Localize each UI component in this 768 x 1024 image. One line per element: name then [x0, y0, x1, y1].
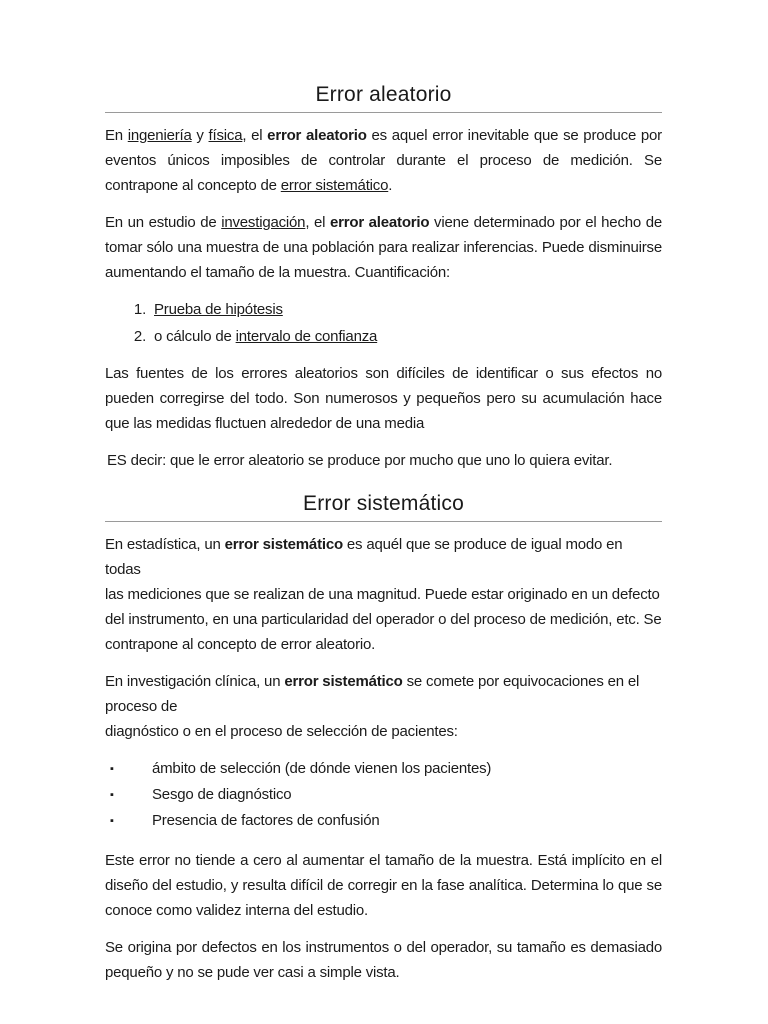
paragraph-este-error: [105, 848, 662, 923]
paragraph-investigacion-clinica: [105, 669, 662, 744]
cuantificacion-numbered-list: [105, 297, 662, 349]
title-rule: [105, 112, 662, 113]
text-run: se comete por equivocaciones en el proceso de: [105, 673, 640, 715]
text-run: , el: [305, 214, 330, 231]
text-run: ámbito de selección (de dónde vienen los pacientes): [152, 760, 492, 777]
bullet-item-factores-confusion: [110, 808, 662, 834]
text-run: ES decir: que le error aleatorio se produce por mucho que uno lo quiera evitar.: [107, 452, 613, 469]
paragraph-fuentes-errores: [105, 361, 662, 436]
title-rule: [105, 521, 662, 522]
text-run: En un estudio de: [105, 214, 222, 231]
text-run: Presencia de: [152, 812, 242, 829]
paragraph-es-decir: [105, 448, 662, 473]
bullet-item-sesgo-diagnostico: [110, 782, 662, 808]
text-run: contrapone al concepto de error aleatorio.: [105, 636, 376, 653]
text-run: Se origina por defectos en los instrumentos o del operador, su tamaño es demasiado pequeño y no se pude ver casi a simple vista.: [105, 939, 662, 981]
bold-term: error aleatorio: [267, 127, 367, 144]
text-run: En: [105, 127, 128, 144]
numbered-item-intervalo-confianza: [150, 324, 662, 349]
text-run: las mediciones que se realizan de una magnitud. Puede estar originado en un defecto: [105, 586, 660, 603]
paragraph-estadistica-intro: [105, 532, 662, 657]
paragraph-se-origina: [105, 935, 662, 985]
text-run: es aquel error inevitable que se produce por eventos únicos imposibles de controlar durante el proceso de medición. Se contrapone al concepto de: [105, 127, 662, 194]
text-run: Sesgo de diagnóstico: [152, 786, 292, 803]
section-title-error-sistematico: Error sistemático: [303, 492, 464, 515]
bold-term: error aleatorio: [329, 214, 430, 231]
italic-term: factores de confusión: [241, 812, 380, 829]
sesgos-bullet-list: [105, 756, 662, 834]
text-run: En investigación clínica, un: [105, 673, 285, 690]
bold-term: error sistemático: [224, 536, 343, 553]
text-run: Las fuentes de los errores aleatorios son difíciles de identificar o sus efectos no pueden corregirse del todo. Son numerosos y pequeños pero su acumulación hace que las medidas fluctuen alrededor de una media: [105, 365, 662, 432]
text-run: En estadística, un: [105, 536, 225, 553]
link-text[interactable]: investigación: [221, 214, 306, 231]
text-run: diagnóstico o en el proceso de selección de pacientes:: [105, 723, 458, 740]
text-run: viene determinado por el hecho de tomar sólo una muestra de una población para realizar inferencias. Puede disminuirse aumentando el tamaño de la muestra. Cuantificación:: [105, 214, 662, 281]
link-text[interactable]: error sistemático: [280, 177, 389, 194]
link-text[interactable]: intervalo de confianza: [235, 328, 378, 345]
text-run: y: [191, 127, 209, 144]
paragraph-estudio-investigacion: [105, 210, 662, 285]
section-error-sistematico: [105, 491, 662, 522]
text-run: Este error no tiende a cero al aumentar el tamaño de la muestra. Está implícito en el diseño del estudio, y resulta difícil de corregir en la fase analítica. Determina lo que se conoce como validez interna del estudio.: [105, 852, 662, 919]
bullet-item-ambito-seleccion: [110, 756, 662, 782]
text-run: .: [388, 177, 393, 194]
link-text[interactable]: Prueba de hipótesis: [154, 301, 283, 318]
numbered-item-prueba-hipotesis: [150, 297, 662, 322]
text-run: , el: [242, 127, 268, 144]
link-text[interactable]: física: [208, 127, 243, 144]
text-run: del instrumento, en una particularidad del operador o del proceso de medición, etc. Se: [105, 611, 662, 628]
link-text[interactable]: ingeniería: [127, 127, 192, 144]
text-run: es aquél que se produce de igual modo en todas: [105, 536, 623, 578]
section-title-error-aleatorio: Error aleatorio: [315, 83, 452, 106]
paragraph-error-aleatorio-intro: [105, 123, 662, 198]
bold-term: error sistemático: [284, 673, 403, 690]
text-run: o cálculo de: [154, 328, 236, 345]
